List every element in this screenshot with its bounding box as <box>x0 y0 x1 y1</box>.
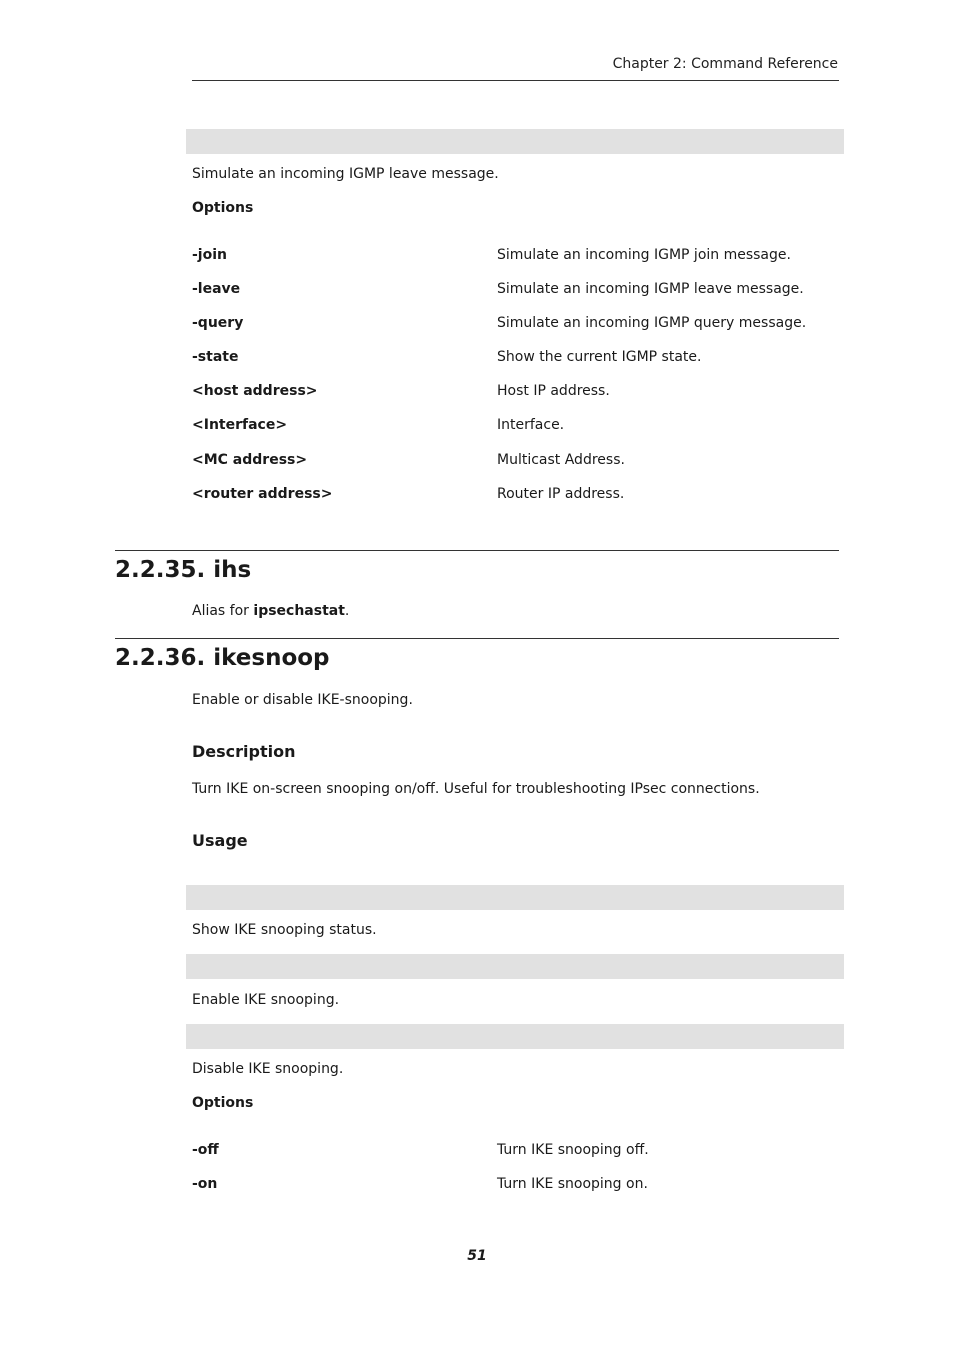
alias-suffix: . <box>344 603 350 619</box>
description-text: Turn IKE on-screen snooping on/off. Useful for troubleshooting IPsec connections. <box>192 781 760 797</box>
code-block <box>186 129 844 154</box>
option-name: <Interface> <box>192 417 288 433</box>
code-block <box>186 885 844 910</box>
option-name: -join <box>192 247 227 263</box>
option-description: Turn IKE snooping off. <box>497 1142 649 1158</box>
option-name: <MC address> <box>192 452 308 468</box>
options-heading: Options <box>192 1095 254 1111</box>
option-description: Simulate an incoming IGMP leave message. <box>497 281 804 297</box>
option-description: Turn IKE snooping on. <box>497 1176 648 1192</box>
option-name: -leave <box>192 281 241 297</box>
section-title-ikesnoop: 2.2.36. ikesnoop <box>115 645 330 671</box>
option-name: -off <box>192 1142 219 1158</box>
code-block <box>186 1024 844 1049</box>
page-number: 51 <box>467 1248 487 1264</box>
section-rule <box>115 638 839 639</box>
usage-description: Enable IKE snooping. <box>192 992 340 1008</box>
section-rule <box>115 550 839 551</box>
usage-description: Show IKE snooping status. <box>192 922 377 938</box>
option-name: <host address> <box>192 383 318 399</box>
section-summary: Enable or disable IKE-snooping. <box>192 692 413 708</box>
header-rule <box>192 80 839 81</box>
alias-prefix: Alias for <box>192 603 254 619</box>
alias-target: ipsechastat <box>253 603 345 619</box>
usage-heading: Usage <box>192 831 248 850</box>
options-heading: Options <box>192 200 254 216</box>
option-name: <router address> <box>192 486 333 502</box>
option-description: Host IP address. <box>497 383 610 399</box>
option-name: -query <box>192 315 244 331</box>
section-title-ihs: 2.2.35. ihs <box>115 557 252 583</box>
option-description: Simulate an incoming IGMP query message. <box>497 315 807 331</box>
usage-description: Disable IKE snooping. <box>192 1061 344 1077</box>
option-description: Interface. <box>497 417 565 433</box>
running-header: Chapter 2: Command Reference <box>612 56 838 72</box>
code-block <box>186 954 844 979</box>
alias-line <box>192 602 349 620</box>
option-description: Simulate an incoming IGMP join message. <box>497 247 791 263</box>
option-description: Show the current IGMP state. <box>497 349 702 365</box>
option-name: -state <box>192 349 239 365</box>
option-name: -on <box>192 1176 218 1192</box>
usage-description: Simulate an incoming IGMP leave message. <box>192 166 499 182</box>
option-description: Multicast Address. <box>497 452 625 468</box>
option-description: Router IP address. <box>497 486 625 502</box>
description-heading: Description <box>192 742 296 761</box>
